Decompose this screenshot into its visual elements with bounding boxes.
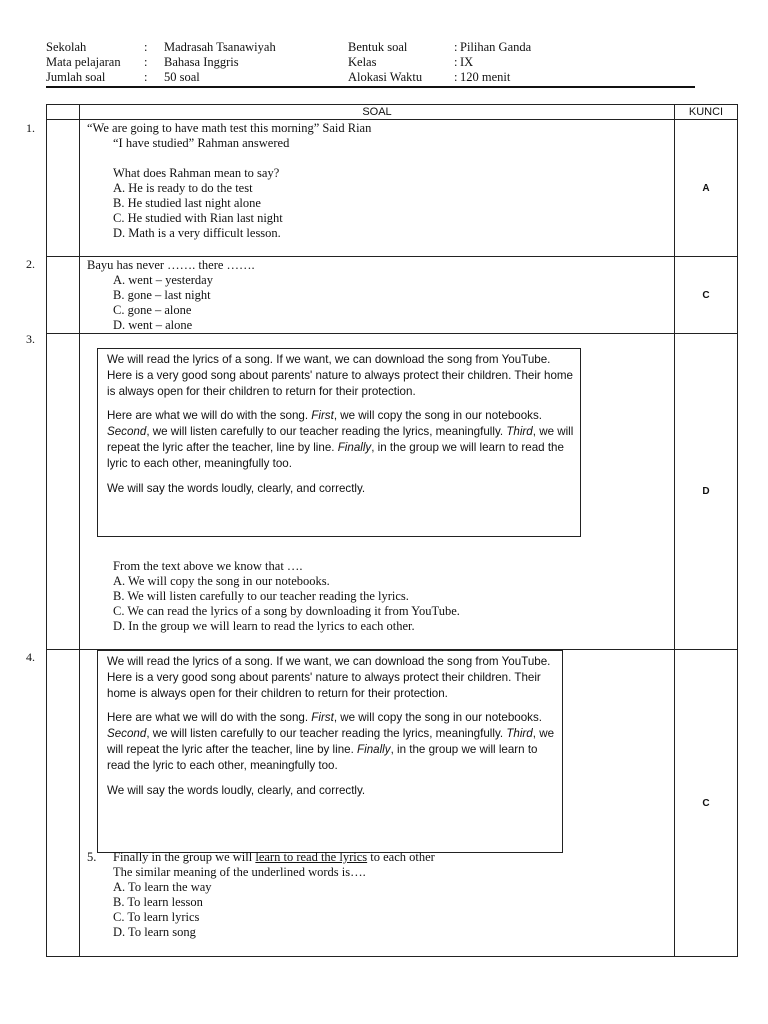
separator: : bbox=[144, 40, 148, 54]
reading-passage bbox=[97, 348, 581, 537]
question-stem: From the text above we know that …. bbox=[113, 559, 303, 573]
option: D. Math is a very difficult lesson. bbox=[113, 226, 281, 240]
class-label: Kelas bbox=[348, 55, 377, 69]
question-number: 1. bbox=[26, 121, 35, 135]
question-row bbox=[47, 120, 738, 257]
question-stem: Bayu has never ……. there ……. bbox=[87, 258, 255, 272]
spacer-cell bbox=[47, 650, 80, 957]
answer-key: C bbox=[675, 650, 738, 957]
subject-value: Bahasa Inggris bbox=[164, 55, 239, 69]
blank-header-cell bbox=[47, 105, 80, 120]
form-label: Bentuk soal bbox=[348, 40, 408, 54]
option: C. gone – alone bbox=[113, 303, 192, 317]
question-sentence: Finally in the group we will learn to read the lyrics to each other bbox=[113, 850, 435, 864]
passage-paragraph: We will say the words loudly, clearly, and correctly. bbox=[107, 481, 366, 495]
option: D. To learn song bbox=[113, 925, 196, 939]
separator: : bbox=[144, 70, 148, 84]
question-stem: What does Rahman mean to say? bbox=[113, 166, 280, 180]
passage-paragraph: We will say the words loudly, clearly, and correctly. bbox=[107, 783, 366, 797]
option: B. To learn lesson bbox=[113, 895, 203, 909]
sub-question-number: 5. bbox=[87, 850, 97, 864]
option: D. went – alone bbox=[113, 318, 193, 332]
answer-key: D bbox=[675, 334, 738, 650]
time-label: Alokasi Waktu bbox=[348, 70, 423, 84]
question-stem: The similar meaning of the underlined words is…. bbox=[113, 865, 366, 879]
soal-header: SOAL bbox=[80, 105, 675, 120]
question-cell bbox=[80, 257, 675, 334]
passage-paragraph: We will read the lyrics of a song. If we want, we can download the song from YouTube. Here is a very good song about parents' nature to always protect their children. Their home is always open for their children to return for their protection. bbox=[107, 655, 551, 700]
question-cell bbox=[80, 120, 675, 257]
dialog-line: “We are going to have math test this morning” Said Rian bbox=[87, 121, 372, 135]
header-rule bbox=[46, 86, 695, 88]
form-value: Pilihan Ganda bbox=[460, 40, 532, 54]
spacer-cell bbox=[47, 334, 80, 650]
passage-paragraph: We will read the lyrics of a song. If we want, we can download the song from YouTube. Here is a very good song about parents' nature to always protect their children. Their home is always open for their children to return for their protection. bbox=[107, 353, 574, 398]
question-number: 2. bbox=[26, 257, 35, 271]
spacer-cell bbox=[47, 120, 80, 257]
school-value: Madrasah Tsanawiyah bbox=[164, 40, 276, 54]
separator: : bbox=[454, 40, 458, 54]
separator: : bbox=[454, 55, 458, 69]
count-value: 50 soal bbox=[164, 70, 200, 84]
option: B. He studied last night alone bbox=[113, 196, 261, 210]
option: C. He studied with Rian last night bbox=[113, 211, 283, 225]
spacer-cell bbox=[47, 257, 80, 334]
class-value: IX bbox=[460, 55, 474, 69]
reading-passage bbox=[97, 650, 563, 853]
answer-key: A bbox=[675, 120, 738, 257]
time-value: 120 menit bbox=[460, 70, 511, 84]
exam-header bbox=[46, 40, 696, 88]
separator: : bbox=[144, 55, 148, 69]
question-cell bbox=[80, 334, 675, 650]
option: C. We can read the lyrics of a song by downloading it from YouTube. bbox=[113, 604, 460, 618]
question-row bbox=[47, 334, 738, 650]
question-row bbox=[47, 650, 738, 957]
question-cell bbox=[80, 650, 675, 957]
option: B. We will listen carefully to our teacher reading the lyrics. bbox=[113, 589, 409, 603]
passage-paragraph: Here are what we will do with the song. First, we will copy the song in our notebooks. Second, we will listen carefully to our teacher reading the lyrics, meaningfully. Third, we will repeat the lyric after the teacher, line by line. Finally, in the group we will learn to read the lyric to each other, meaningfully too. bbox=[107, 711, 555, 772]
count-label: Jumlah soal bbox=[46, 70, 106, 84]
question-number: 3. bbox=[26, 332, 35, 346]
option: A. He is ready to do the test bbox=[113, 181, 253, 195]
subject-label: Mata pelajaran bbox=[46, 55, 121, 69]
question-table bbox=[46, 104, 738, 957]
option: A. We will copy the song in our notebooks. bbox=[113, 574, 330, 588]
answer-key: C bbox=[675, 257, 738, 334]
option: A. went – yesterday bbox=[113, 273, 213, 287]
school-label: Sekolah bbox=[46, 40, 87, 54]
option: B. gone – last night bbox=[113, 288, 211, 302]
kunci-header: KUNCI bbox=[675, 105, 738, 120]
underlined-phrase: learn to read the lyrics bbox=[255, 850, 368, 864]
question-number: 4. bbox=[26, 650, 35, 664]
question-row bbox=[47, 257, 738, 334]
separator: : bbox=[454, 70, 458, 84]
option: C. To learn lyrics bbox=[113, 910, 200, 924]
dialog-line: “I have studied” Rahman answered bbox=[113, 136, 290, 150]
option: A. To learn the way bbox=[113, 880, 212, 894]
passage-paragraph: Here are what we will do with the song. First, we will copy the song in our notebooks. Second, we will listen carefully to our teacher reading the lyrics, meaningfully. Third, we will repeat the lyric after the teacher, line by line. Finally, in the group we will learn to read the lyric to each other, meaningfully too. bbox=[107, 409, 574, 470]
option: D. In the group we will learn to read the lyrics to each other. bbox=[113, 619, 415, 633]
